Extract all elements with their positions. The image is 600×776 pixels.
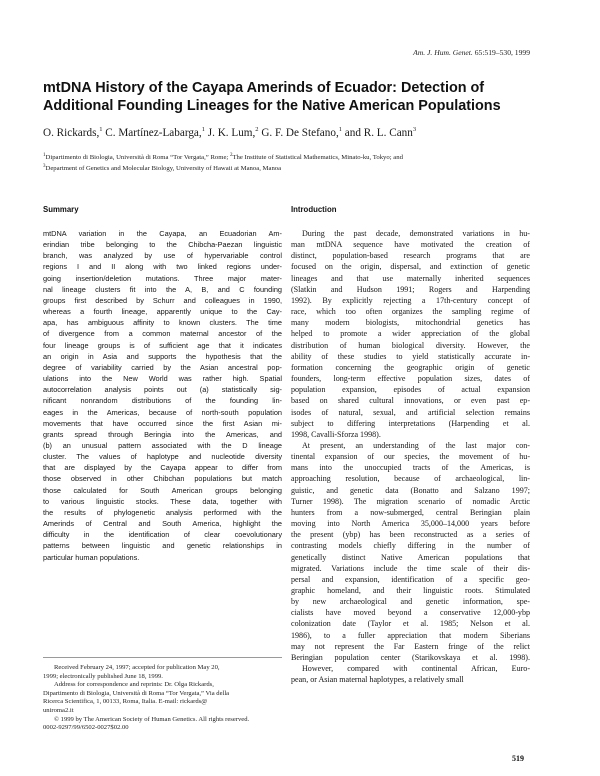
summary-line: that are displayed by the Cayapa appear to differ from [43, 463, 282, 473]
intro-line: colonization date (Taylor et al. 1985; Nelson et al. [291, 619, 530, 629]
summary-line: branch, was analyzed by use of hypervariable control [43, 251, 282, 261]
footnote-line: Received February 24, 1997; accepted for publication May 20, [54, 664, 220, 671]
summary-line: degree of variability carried by the Asian ancestral pop- [43, 362, 282, 372]
summary-line: regions I and II along with two linked regions under- [43, 262, 282, 272]
intro-line: helped to promote a wider appreciation of the global [291, 329, 530, 339]
summary-line: difficulty in the identification of clear coevolutionary [43, 530, 282, 540]
summary-line: Amerinds of Central and South America, highlight the [43, 519, 282, 529]
summary-line: the results of phylogenetic analysis performed with the [43, 507, 282, 517]
intro-line: subject to differing interpretations (Harpending et al. [291, 418, 530, 428]
page-number: 519 [512, 754, 524, 763]
title-line: mtDNA History of the Cayapa Amerinds of Ecuador: Detection of [43, 80, 485, 96]
intro-line: pean, or Asian maternal haplotypes, a relatively small [291, 675, 464, 685]
footnote-line: Dipartimento di Biologia, Università di Roma “Tor Vergata,” Via della [43, 689, 230, 697]
intro-line: persal and expansion, identification of a specific geo- [291, 574, 530, 584]
intro-line: During the past decade, demonstrated variations in hu- [302, 229, 530, 238]
footnote-line: Ricerca Scientifica, 1, 00133, Roma, Italia. E-mail: rickards@ [43, 698, 208, 706]
intro-line: 1992). By explicitly rejecting a 17th-century concept of [291, 295, 530, 305]
author: and R. L. Cann$^3$ [344, 126, 417, 139]
summary-line: an origin in Asia and supports the hypothesis that the [43, 351, 282, 361]
intro-line: guistic, and genetic data (Bonatto and Salzano 1997; [291, 485, 530, 495]
intro-line: migrated. Variations include the time scale of their dis- [291, 563, 530, 573]
intro-line: may not represent the Far Eastern fringe of the relict [291, 641, 530, 651]
summary-heading: Summary [43, 205, 79, 214]
summary-line: of divergence from a common maternal ancestor of the [43, 329, 282, 339]
intro-line: by new archaeological and genetic information, spe- [291, 597, 530, 607]
summary-line: patterns between linguistic and genetic relationships in [43, 541, 282, 551]
summary-line: going insertion/deletion mutations. Three major mater- [43, 273, 282, 283]
summary-text [43, 228, 282, 563]
intro-line: (Slatkin and Hudson 1991; Rogers and Harpending [291, 284, 530, 294]
journal-name: Am. J. Hum. Genet. [413, 48, 473, 57]
summary-line: apa, has ambiguous affinity to known clusters. The time [43, 318, 282, 328]
intro-line: distinct, population-based research programs that are [291, 251, 530, 261]
intro-line: However, compared with continental African, Euro- [302, 664, 530, 674]
intro-line: founders, long-term effective population sizes, dates of [291, 374, 530, 384]
summary-line: those calculated for South American groups belonging [43, 485, 282, 495]
intro-line: approaching resolution, because of archaeological, lin- [291, 474, 530, 484]
author: G. F. De Stefano,$^1$ [261, 126, 342, 139]
intro-line: graphic homeland, and their linguistic roots. Stimulated [291, 586, 530, 595]
intro-line: Turner 1998). The migration scenario of nomadic Arctic [291, 496, 530, 506]
summary-line: four lineage groups is of sufficient age that it indicates [43, 340, 282, 350]
intro-line: genetically distinct Native American populations that [291, 552, 530, 562]
summary-line: mtDNA variation in the Cayapa, an Ecuadorian Am- [43, 229, 282, 238]
intro-line: tinental expansion of our species, the movement of hu- [291, 452, 530, 462]
intro-line: isodes of natural, sexual, and artificial selection remains [291, 407, 530, 417]
intro-line: focused on the origin, dispersal, and extinction of genetic [291, 262, 530, 272]
summary-line: cluster. The values of haplotype and nucleotide diversity [43, 452, 282, 462]
summary-line: grants spread through Beringia into the Americas, and [43, 429, 282, 439]
volume-pages: 65:519–530, 1999 [474, 48, 530, 57]
summary-line: erindian tribe belonging to the Chibcha-Paezan linguistic [43, 240, 282, 250]
intro-line: population expansion, episodes of actual expansion [291, 385, 530, 395]
intro-line: Beringian population center (Starikovskaya et al. 1998). [291, 652, 530, 662]
affiliations [43, 151, 563, 173]
footnote-line: 0002-9297/99/6502-0027$02.00 [43, 724, 129, 732]
author: C. Martínez-Labarga,$^1$ [105, 126, 205, 139]
intro-line: At present, an understanding of the last major con- [302, 440, 530, 450]
intro-line: 1986), to a fuller appreciation that modern Siberians [291, 630, 530, 640]
summary-line: movements that have occurred since the first Asian mi- [43, 418, 282, 428]
author-list [43, 126, 563, 139]
footnote-line: Address for correspondence and reprints: Dr. Olga Rickards, [54, 681, 214, 689]
summary-line: those observed in other Chibchan populations but match [43, 474, 282, 484]
intro-line: ability of these studies to yield statistically accurate in- [291, 351, 530, 361]
summary-line: whereas a fourth lineage, apparently unique to the Cay- [43, 307, 282, 317]
intro-line: contrasting models chiefly differing in the number of [291, 541, 530, 551]
intro-line: formation concerning the geographic origin of genetic [291, 362, 530, 372]
article-title [43, 79, 563, 115]
summary-line: groups first described by Schurr and colleagues in 1990, [43, 295, 282, 305]
summary-line: autocorrelation analysis points out (a) statistically sig- [43, 385, 282, 395]
introduction-heading: Introduction [291, 205, 337, 214]
title-line: Additional Founding Lineages for the Native American Populations [43, 98, 501, 114]
intro-line: man mtDNA sequence have motivated the creation of [291, 240, 530, 250]
footnote-divider [43, 657, 282, 658]
intro-line: cialists have moved beyond a conservative 12,000-ybp [291, 608, 530, 618]
intro-line: the present (ybp) has been reconstructed as a series of [291, 530, 530, 540]
intro-line: mans into the unoccupied tracts of the Americas, is [291, 463, 530, 473]
affiliation-line: $^3$Department of Genetics and Molecular Biology, University of Hawaii at Manoa, Manoa [43, 164, 282, 172]
author: J. K. Lum,$^2$ [207, 126, 259, 139]
intro-line: 1998, Cavalli-Sforza 1998). [291, 429, 381, 439]
affiliation-line: $^1$Dipartimento di Biologia, Università di Roma “Tor Vergata,” Rome; $^2$The Institute of Statistical Mathematics, Minato-ku, Tokyo; and [43, 153, 403, 161]
intro-line: moving into North America 35,000–14,000 years before [291, 519, 530, 529]
article-footnote [43, 664, 282, 733]
intro-line: based on shared cultural innovations, or even past ep- [291, 396, 530, 406]
summary-line: (b) an unusual pattern associated with the D lineage [43, 440, 282, 450]
journal-reference [413, 48, 530, 57]
summary-line: eages in the Americas, because of north-south population [43, 407, 282, 417]
intro-line: many modern biologists, mitochondrial genetics has [291, 318, 530, 328]
introduction-text [291, 228, 530, 685]
summary-line: ulations into the New World was rather high. Spatial [43, 374, 282, 384]
intro-line: hunters from a now-submerged, central Beringian plain [291, 507, 530, 517]
summary-line: nificant nonrandom distributions of the founding lin- [43, 396, 282, 406]
summary-line: nal lineage clusters fit into the A, B, and C founding [43, 284, 282, 294]
intro-line: distribution of human biological diversity. However, the [291, 340, 530, 350]
footnote-line: uniroma2.it [43, 706, 74, 714]
summary-line: particular human populations. [43, 552, 140, 562]
footnote-line: 1999; electronically published June 18, 1999. [43, 672, 163, 680]
intro-line: lineages and that use maternally inherited sequences [291, 273, 530, 283]
author: O. Rickards,$^1$ [43, 126, 103, 139]
summary-line: to various linguistic stocks. These data, together with [43, 496, 282, 506]
footnote-line: © 1999 by The American Society of Human Genetics. All rights reserved. [54, 715, 250, 723]
intro-line: race, which too often organizes the sampling regime of [291, 307, 530, 317]
